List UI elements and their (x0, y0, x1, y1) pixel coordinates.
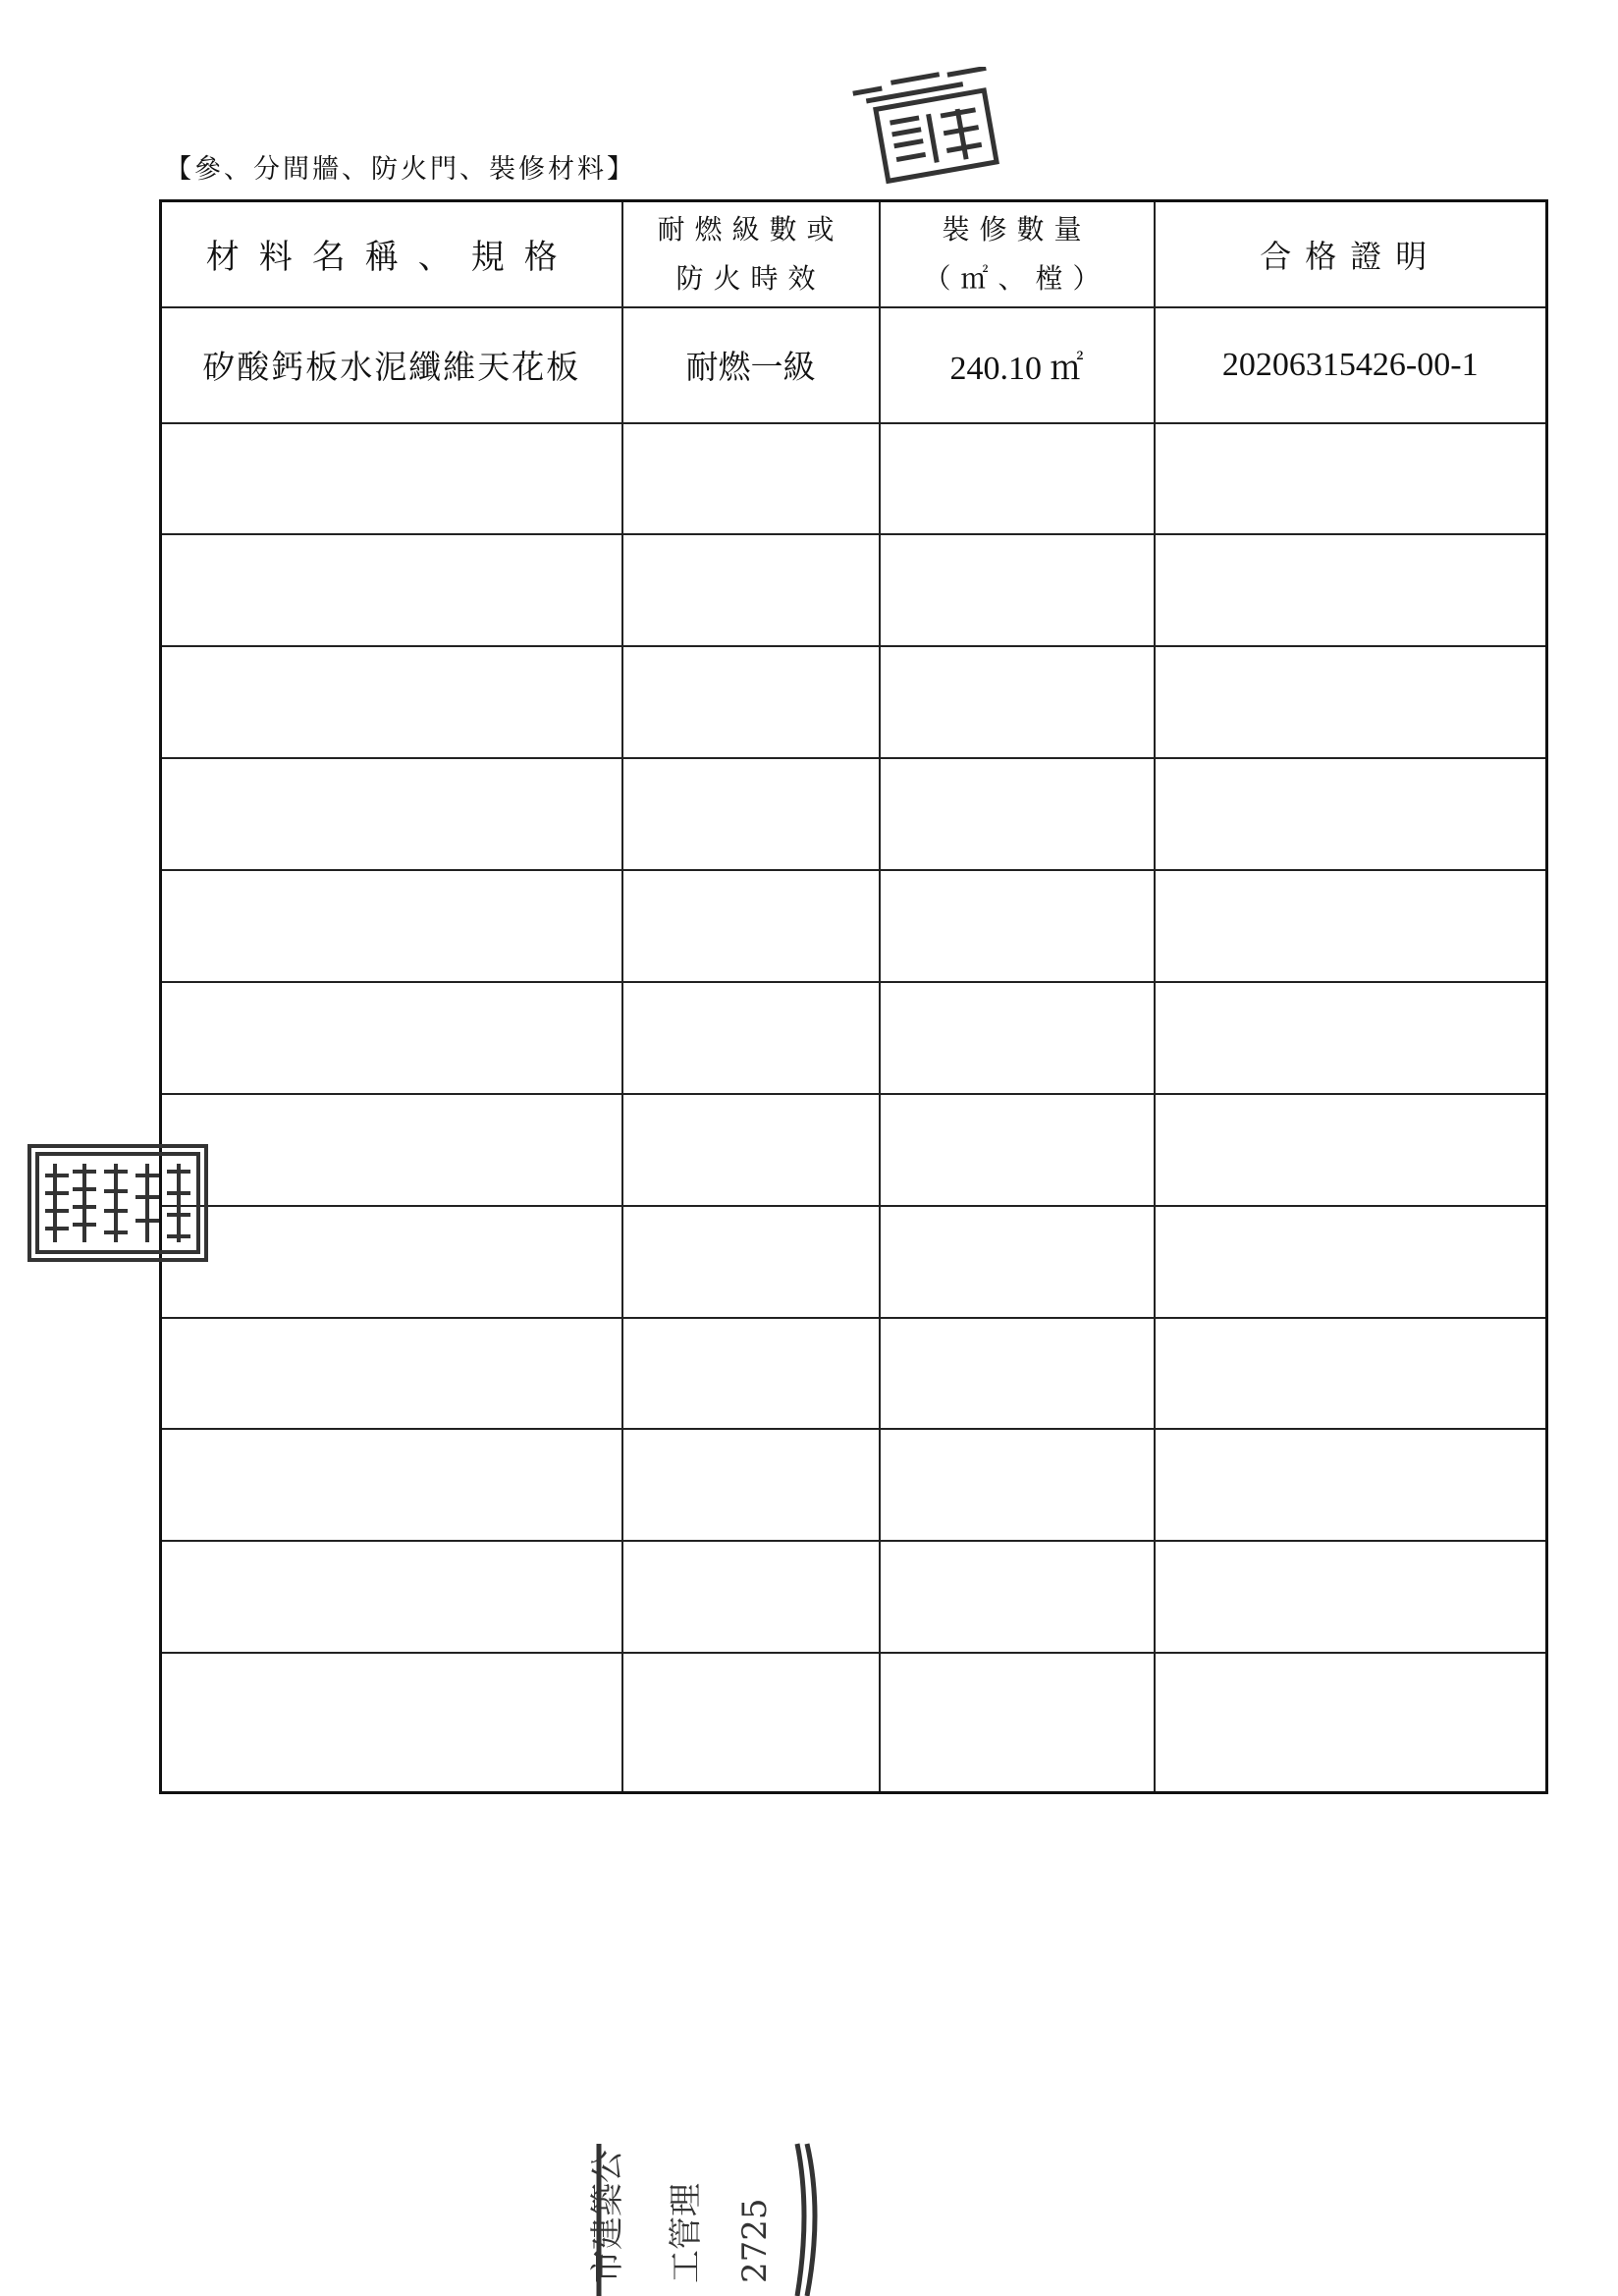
cell-certificate (1155, 1541, 1547, 1653)
bottom-round-stamp-text-2: 工管理 (667, 2183, 706, 2283)
cell-fire-rating (622, 758, 880, 870)
cell-fire-rating (622, 1094, 880, 1206)
cell-material-name (161, 1429, 622, 1541)
bottom-round-stamp (579, 2136, 825, 2296)
cell-certificate (1155, 1318, 1547, 1430)
header-quantity-line1: 裝修數量 (942, 212, 1092, 246)
table-row (161, 1429, 1547, 1541)
cell-certificate (1155, 982, 1547, 1094)
cell-quantity (880, 423, 1155, 535)
materials-table (159, 199, 1548, 1794)
section-title: 【參、分間牆、防火門、裝修材料】 (165, 154, 636, 185)
cell-fire-rating (622, 1318, 880, 1430)
cell-quantity (880, 1541, 1155, 1653)
cell-fire-rating (622, 534, 880, 646)
cell-fire-rating (622, 646, 880, 758)
cell-fire-rating (622, 870, 880, 982)
left-margin-seal-stamp-graphic (26, 1142, 212, 1265)
table-row (161, 646, 1547, 758)
table-row (161, 1541, 1547, 1653)
cell-quantity (880, 1318, 1155, 1430)
table-row (161, 982, 1547, 1094)
cell-quantity (880, 534, 1155, 646)
cell-material-name (161, 1541, 622, 1653)
cell-material-name (161, 423, 622, 535)
cell-quantity (880, 1429, 1155, 1541)
table-row (161, 870, 1547, 982)
cell-fire-rating: 耐燃一級 (622, 307, 880, 423)
table-header-row (161, 201, 1547, 307)
cell-certificate (1155, 534, 1547, 646)
table-row (161, 1206, 1547, 1318)
cell-quantity (880, 1206, 1155, 1318)
cell-material-name (161, 1206, 622, 1318)
table-row (161, 1318, 1547, 1430)
cell-fire-rating (622, 423, 880, 535)
cell-certificate: 20206315426-00-1 (1155, 307, 1547, 423)
header-quantity (880, 201, 1155, 307)
table-row (161, 1094, 1547, 1206)
cell-fire-rating (622, 1206, 880, 1318)
top-seal-stamp-graphic (852, 67, 1009, 189)
cell-fire-rating (622, 982, 880, 1094)
cell-material-name (161, 646, 622, 758)
bottom-round-stamp-graphic (579, 2136, 825, 2296)
table-row (161, 423, 1547, 535)
cell-quantity: 240.10 ㎡ (880, 307, 1155, 423)
header-certificate: 合格證明 (1155, 201, 1547, 307)
cell-quantity (880, 1094, 1155, 1206)
bottom-round-stamp-text-1: 市建築公 (588, 2150, 627, 2283)
top-seal-stamp (852, 67, 1009, 189)
cell-material-name (161, 1653, 622, 1792)
cell-material-name: 矽酸鈣板水泥纖維天花板 (161, 307, 622, 423)
header-fire-rating (622, 201, 880, 307)
cell-certificate (1155, 758, 1547, 870)
cell-certificate (1155, 1653, 1547, 1792)
cell-fire-rating (622, 1541, 880, 1653)
header-fire-rating-line1: 耐燃級數或 (657, 212, 844, 246)
cell-material-name (161, 758, 622, 870)
header-material-name: 材料名稱、規格 (161, 201, 622, 307)
cell-material-name (161, 534, 622, 646)
cell-fire-rating (622, 1429, 880, 1541)
cell-certificate (1155, 423, 1547, 535)
cell-material-name (161, 1094, 622, 1206)
cell-certificate (1155, 870, 1547, 982)
cell-quantity (880, 646, 1155, 758)
cell-quantity (880, 1653, 1155, 1792)
cell-material-name (161, 1318, 622, 1430)
cell-quantity (880, 870, 1155, 982)
header-quantity-line2: （㎡、樘） (923, 261, 1110, 295)
cell-quantity (880, 982, 1155, 1094)
table-row (161, 758, 1547, 870)
cell-certificate (1155, 1429, 1547, 1541)
table-row (161, 534, 1547, 646)
header-fire-rating-line2: 防火時效 (675, 261, 826, 295)
cell-material-name (161, 982, 622, 1094)
table-row (161, 307, 1547, 423)
cell-quantity (880, 758, 1155, 870)
bottom-round-stamp-text-3: 2725 (735, 2198, 775, 2283)
cell-certificate (1155, 1206, 1547, 1318)
cell-certificate (1155, 646, 1547, 758)
cell-certificate (1155, 1094, 1547, 1206)
cell-fire-rating (622, 1653, 880, 1792)
table-row (161, 1653, 1547, 1792)
cell-material-name (161, 870, 622, 982)
left-margin-seal-stamp (26, 1142, 212, 1265)
